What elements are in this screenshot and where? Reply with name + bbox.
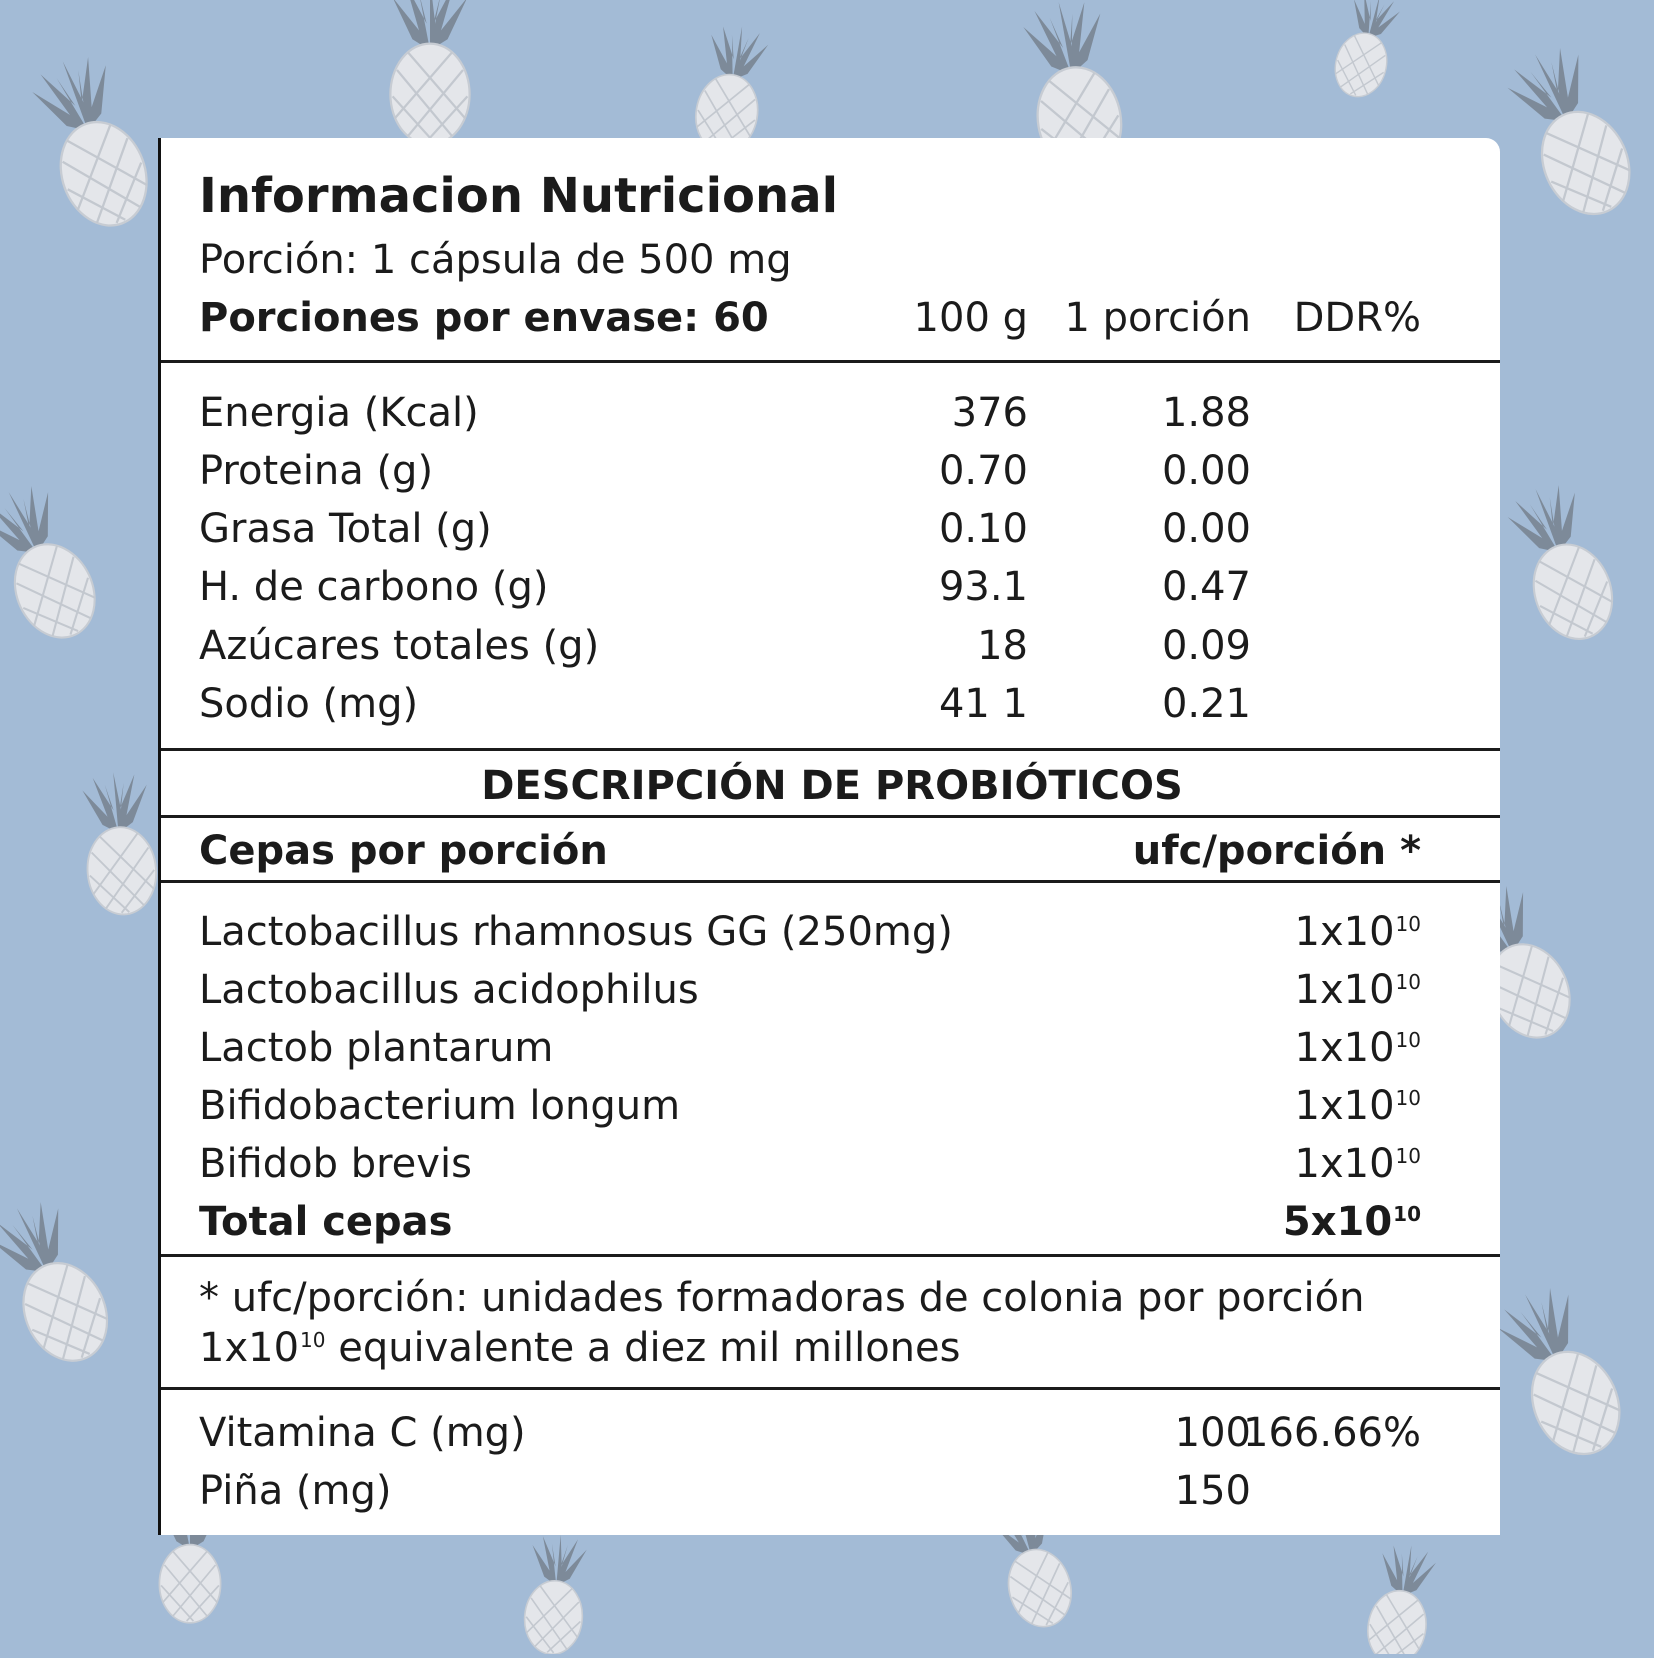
pineapple-icon [522, 1532, 590, 1654]
strain-ufc [1221, 1025, 1421, 1071]
nutrient-per-portion: 0.21 [1161, 681, 1251, 727]
nutrient-per-portion: 0.00 [1161, 506, 1251, 552]
nutrition-facts-panel [158, 138, 1500, 1535]
nutrient-per-portion: 1.88 [1161, 390, 1251, 436]
strain-name: Bifidobacterium longum [199, 1083, 681, 1129]
nutrient-per-100g: 41 1 [938, 681, 1028, 727]
footnote-rest: equivalente a diez mil millones [338, 1325, 961, 1371]
footnote-base: 1x10 [199, 1325, 300, 1371]
pineapple-icon [1500, 476, 1625, 650]
nutrient-per-100g: 93.1 [938, 564, 1028, 610]
divider [161, 880, 1500, 883]
total-ufc-base: 5x10 [1282, 1199, 1393, 1245]
strain-ufc-exponent: 10 [1395, 1085, 1421, 1110]
footnote-line-2 [199, 1325, 961, 1371]
strain-ufc-base: 1x10 [1294, 1083, 1395, 1129]
strain-ufc-base: 1x10 [1294, 967, 1395, 1013]
strain-ufc-exponent: 10 [1395, 969, 1421, 994]
strain-ufc-exponent: 10 [1395, 911, 1421, 936]
panel-title: Informacion Nutricional [199, 168, 839, 224]
strain-ufc-exponent: 10 [1395, 1143, 1421, 1168]
strain-name: Lactobacillus acidophilus [199, 967, 699, 1013]
strain-name: Lactobacillus rhamnosus GG (250mg) [199, 909, 953, 955]
total-ufc-exponent: 10 [1393, 1201, 1421, 1226]
strain-name: Bifidob brevis [199, 1141, 472, 1187]
extra-ddr: 166.66% [1243, 1410, 1421, 1456]
pineapple-icon [1488, 1277, 1636, 1468]
pineapple-icon [1362, 1540, 1440, 1654]
nutrient-name: Sodio (mg) [199, 681, 419, 727]
pineapple-icon [1328, 0, 1404, 103]
extra-value: 100 [1174, 1410, 1251, 1456]
extra-value: 150 [1174, 1468, 1251, 1514]
extra-name: Vitamina C (mg) [199, 1410, 526, 1456]
total-strains-label: Total cepas [199, 1199, 453, 1245]
strain-ufc-exponent: 10 [1395, 1027, 1421, 1052]
pineapple-icon [0, 1192, 123, 1375]
strain-ufc-base: 1x10 [1294, 1141, 1395, 1187]
nutrient-per-100g: 0.10 [938, 506, 1028, 552]
nutrient-name: Grasa Total (g) [199, 506, 492, 552]
pineapple-icon [0, 476, 109, 651]
divider [161, 815, 1500, 818]
portion-size: Porción: 1 cápsula de 500 mg [199, 237, 792, 283]
ufc-column-header: ufc/porción * [1132, 828, 1421, 874]
strain-ufc [1221, 967, 1421, 1013]
column-header-ddr: DDR% [1293, 295, 1421, 341]
pineapple-icon [24, 47, 161, 237]
extra-name: Piña (mg) [199, 1468, 392, 1514]
footnote-exponent: 10 [300, 1327, 326, 1352]
servings-per-container: Porciones por envase: 60 [199, 295, 769, 341]
strain-ufc [1221, 1083, 1421, 1129]
strain-ufc [1221, 1141, 1421, 1187]
divider [161, 1387, 1500, 1390]
strain-ufc-base: 1x10 [1294, 1025, 1395, 1071]
column-header-portion: 1 porción [1064, 295, 1251, 341]
divider [161, 748, 1500, 751]
pineapple-icon [690, 21, 772, 157]
nutrient-per-portion: 0.00 [1161, 448, 1251, 494]
nutrient-name: Azúcares totales (g) [199, 623, 600, 669]
divider [161, 1254, 1500, 1257]
nutrient-name: Proteina (g) [199, 448, 434, 494]
nutrient-per-100g: 376 [951, 390, 1028, 436]
total-strains-ufc [1221, 1199, 1421, 1245]
nutrient-name: H. de carbono (g) [199, 564, 549, 610]
pineapple-icon [1498, 37, 1646, 228]
nutrient-per-portion: 0.47 [1161, 564, 1251, 610]
nutrient-per-portion: 0.09 [1161, 623, 1251, 669]
strain-ufc-base: 1x10 [1294, 909, 1395, 955]
pineapple-icon [390, 0, 469, 145]
strain-ufc [1221, 909, 1421, 955]
nutrient-per-100g: 0.70 [938, 448, 1028, 494]
footnote-line-1: * ufc/porción: unidades formadoras de colonia por porción [199, 1275, 1365, 1321]
pineapple-icon [79, 769, 160, 917]
strain-name: Lactob plantarum [199, 1025, 554, 1071]
column-header-100g: 100 g [913, 295, 1028, 341]
nutrient-per-100g: 18 [977, 623, 1028, 669]
nutrient-name: Energia (Kcal) [199, 390, 479, 436]
divider [161, 360, 1500, 363]
strains-column-header: Cepas por porción [199, 828, 608, 874]
probiotics-title: DESCRIPCIÓN DE PROBIÓTICOS [481, 763, 1183, 809]
